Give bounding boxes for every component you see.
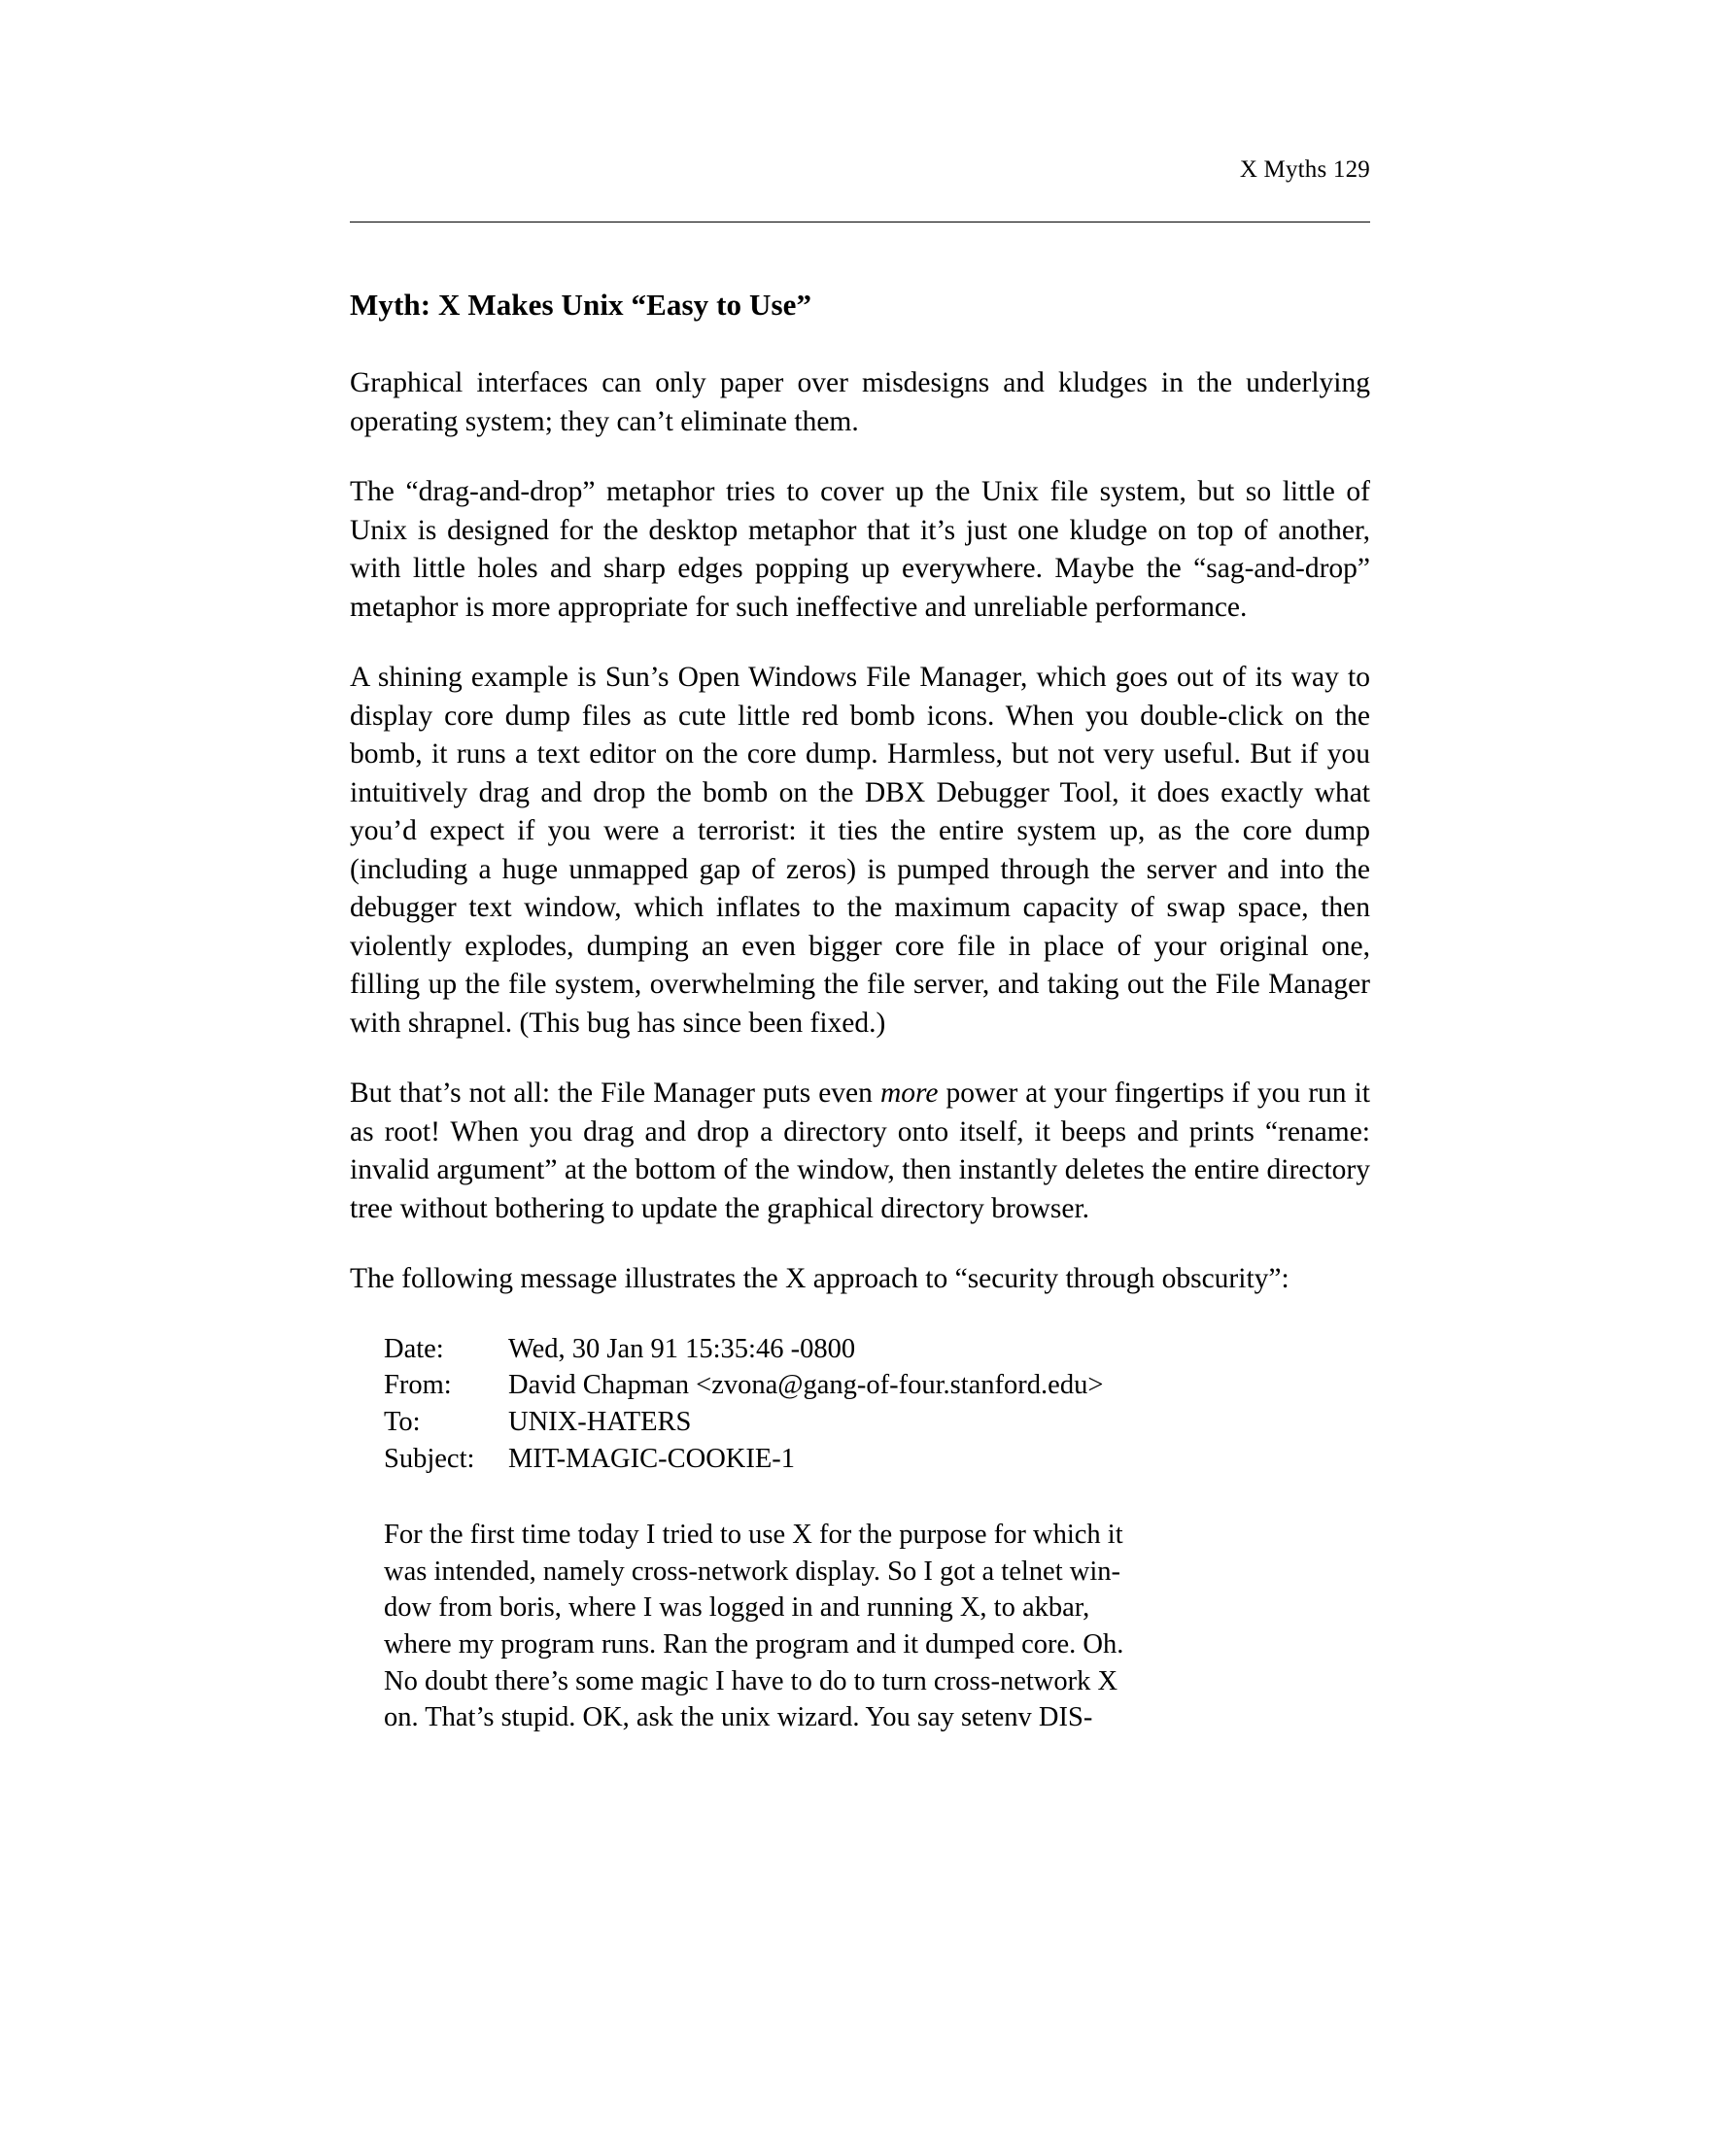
email-header-label-date: Date:: [384, 1333, 444, 1364]
paragraph-4-before: But that’s not all: the File Manager puts even: [350, 1078, 880, 1110]
page-title: Myth: X Makes Unix “Easy to Use”: [350, 288, 812, 322]
paragraph-4: [350, 1075, 1370, 1228]
paragraph-5: The following message illustrates the X approach to “security through obscurity”:: [350, 1263, 1289, 1295]
page-content: [350, 0, 1370, 1736]
paragraph-2: The “drag-and-drop” metaphor tries to cover up the Unix file system, but so little of Unix is designed for the desktop metaphor that it’s just one kludge on top of another, with little holes and sharp edges popping up everywhere. Maybe the “sag-and-drop” metaphor is more appropriate for such ineffective and unreliable performance.: [350, 476, 1370, 623]
email-quote: [350, 1331, 1370, 1736]
email-header-label-to: To:: [384, 1407, 421, 1438]
email-body-line: For the first time today I tried to use X for the purpose for which it: [384, 1520, 1123, 1551]
email-header-value-from: David Chapman <zvona@gang-of-four.stanford.edu>: [508, 1370, 1104, 1401]
email-body-line: No doubt there’s some magic I have to do to turn cross-network X: [384, 1665, 1118, 1696]
email-header-value-date: Wed, 30 Jan 91 15:35:46 -0800: [508, 1333, 856, 1364]
paragraph-4-emphasis: more: [879, 1078, 939, 1110]
email-body-line: dow from boris, where I was logged in and running X, to akbar,: [384, 1592, 1090, 1624]
email-header-row: [384, 1367, 1103, 1404]
email-headers: [384, 1331, 1103, 1477]
email-header-row: [384, 1441, 1103, 1478]
paragraph-1: Graphical interfaces can only paper over misdesigns and kludges in the underlying operating system; they can’t eliminate them.: [350, 367, 1370, 437]
running-header: X Myths 129: [1239, 156, 1370, 183]
email-body-line: was intended, namely cross-network display. So I got a telnet win-: [384, 1556, 1120, 1587]
email-header-label-subject: Subject:: [384, 1443, 475, 1474]
paragraph-3: A shining example is Sun’s Open Windows File Manager, which goes out of its way to display core dump files as cute little red bomb icons. When you double-click on the bomb, it runs a text editor on the core dump. Harmless, but not very useful. But if you intuitively drag and drop the bomb on the DBX Debugger Tool, it does exactly what you’d expect if you were a terrorist: it ties the entire system up, as the core dump (including a huge unmapped gap of zeros) is pumped through the server and into the debugger text window, which inflates to the maximum capacity of swap space, then violently explodes, dumping an even bigger core file in place of your original one, filling up the file system, overwhelming the file server, and taking out the File Manager with shrapnel. (This bug has since been fixed.): [350, 662, 1370, 1039]
email-body-line: where my program runs. Ran the program and it dumped core. Oh.: [384, 1629, 1124, 1660]
email-header-value-subject: MIT-MAGIC-COOKIE-1: [508, 1443, 796, 1474]
email-body-line: on. That’s stupid. OK, ask the unix wizard. You say setenv DIS-: [384, 1702, 1093, 1733]
email-header-row: [384, 1331, 1103, 1368]
paragraph-4-after: power at your fingertips if you run it as root! When you drag and drop a directory onto itself, it beeps and prints “rename: invalid argument” at the bottom of the window, then instantly deletes the entire directory tree without bothering to update the graphical directory browser.: [350, 1078, 1370, 1224]
email-header-row: [384, 1404, 1103, 1441]
email-header-label-from: From:: [384, 1370, 452, 1401]
email-header-value-to: UNIX-HATERS: [508, 1407, 692, 1438]
email-body: [384, 1517, 1370, 1736]
